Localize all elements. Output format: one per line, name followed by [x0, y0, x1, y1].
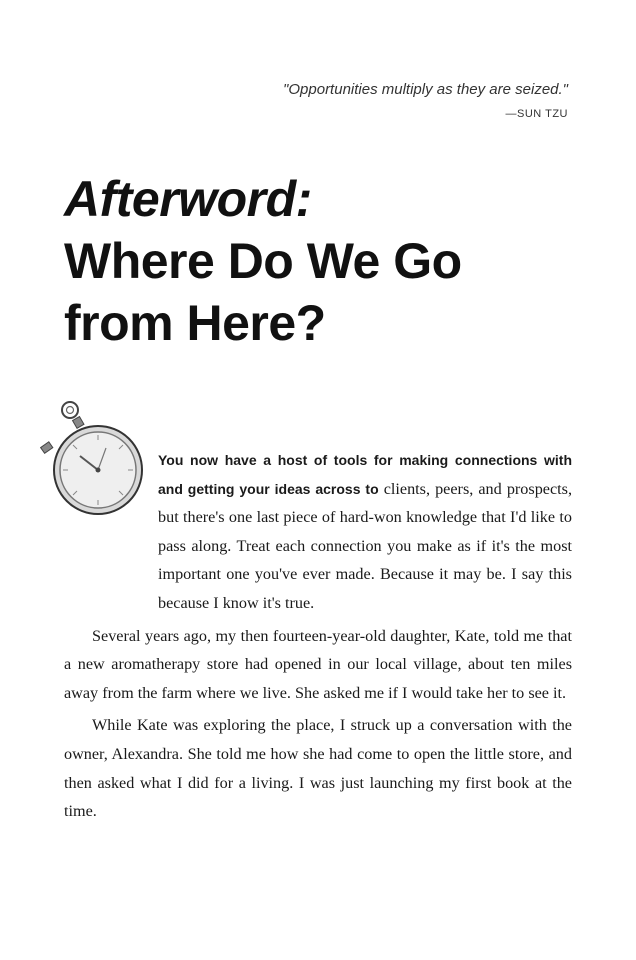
lead-in-bold: You now have a host of tools for making connections with and getting your ideas across to — [158, 452, 572, 497]
epigraph-attribution: —SUN TZU — [505, 108, 568, 120]
epigraph-quote: "Opportunities multiply as they are seized." — [283, 81, 568, 98]
paragraph-2: Several years ago, my then fourteen-year-old daughter, Kate, told me that a new aromatherapy store had opened in our local village, about ten miles away from the farm where we live. She asked me if I would take her to see it. — [64, 626, 572, 702]
chapter-kicker: Afterword: — [64, 171, 312, 227]
body-text — [64, 446, 572, 826]
paragraph-1 — [64, 446, 572, 618]
paragraph-3: While Kate was exploring the place, I struck up a conversation with the owner, Alexandra. She told me how she had come to open the little store, and then asked what I did for a living. I was just launching my first book at the time. — [64, 716, 572, 821]
chapter-title-line-1: Where Do We Go — [64, 233, 462, 289]
chapter-title-line-2: from Here? — [64, 295, 326, 351]
epigraph — [98, 78, 568, 126]
chapter-title — [64, 168, 584, 354]
paragraph-1-rest: clients, peers, and prospects, but there's one last piece of hard-won knowledge that I'd like to pass along. Treat each connection you make as if it's the most important one you've ever made. Because it may be. I say this because I know it's true. — [158, 479, 572, 612]
